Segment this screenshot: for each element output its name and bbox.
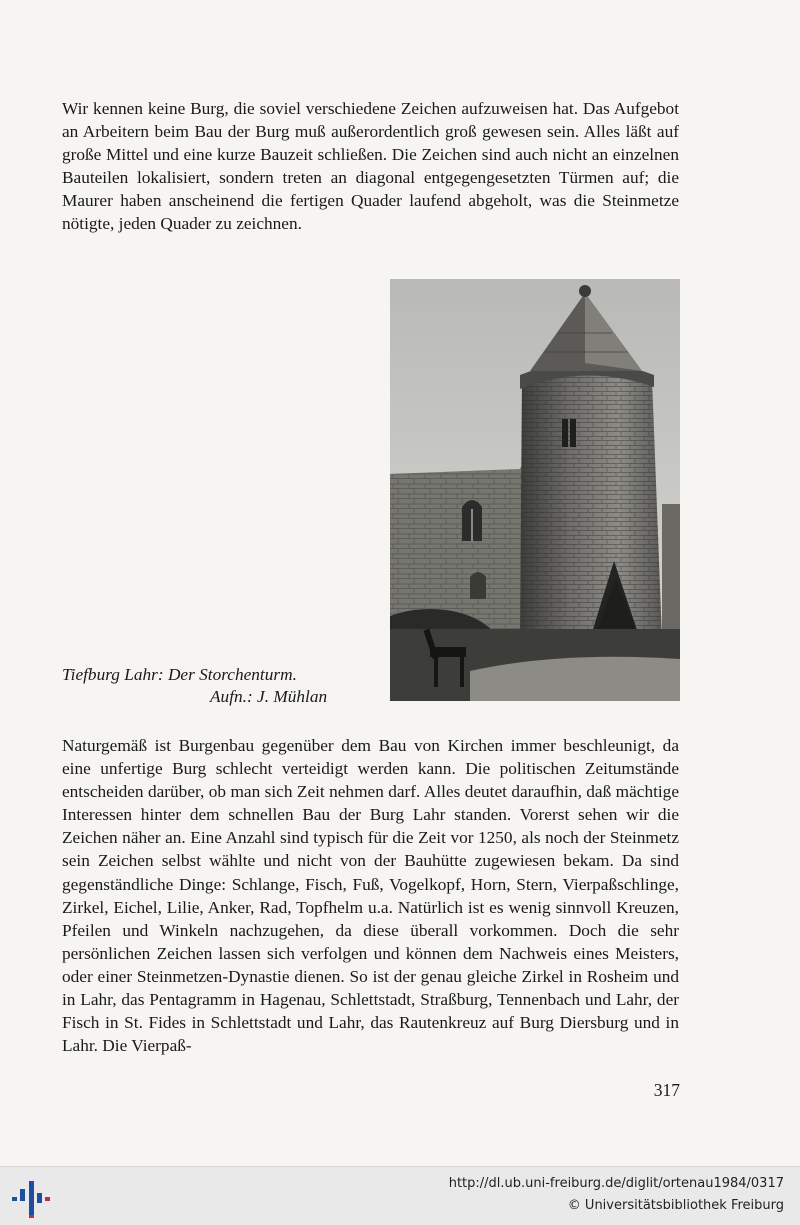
storchenturm-photo bbox=[390, 279, 680, 701]
photo-caption bbox=[62, 664, 362, 708]
viewer-footer bbox=[0, 1166, 800, 1225]
ub-freiburg-logo-icon[interactable] bbox=[10, 1175, 52, 1219]
copyright-notice: © Universitätsbibliothek Freiburg bbox=[567, 1198, 784, 1213]
document-url-link[interactable]: http://dl.ub.uni-freiburg.de/diglit/ortenau1984/0317 bbox=[448, 1176, 784, 1191]
caption-credit: Aufn.: J. Mühlan bbox=[210, 687, 328, 706]
body-paragraph-2: Naturgemäß ist Burgenbau gegenüber dem Bau von Kirchen immer beschleunigt, da eine unfertige Burg schlecht verteidigt werden kann. Die politischen Zeitumstände entscheiden darüber, ob man sich Zeit nehmen darf. Alles deutet daraufhin, daß mächtige Interessen hinter dem schnellen Bau der Burg Lahr standen. Vorerst sehen wir die Zeichen näher an. Eine Anzahl sind typisch für die Zeit vor 1250, als noch der Steinmetz sein Zeichen selbst wählte und nicht von der Bauhütte zugewiesen bekam. Da sind gegenständliche Dinge: Schlange, Fisch, Fuß, Vogelkopf, Horn, Stern, Vierpaßschlinge, Zirkel, Eichel, Lilie, Anker, Rad, Topfhelm u.a. Natürlich ist es wenig sinnvoll Kreuzen, Pfeilen und Winkeln nachzugehen, da diese überall vorkommen. Doch die sehr persönlichen Zeichen lassen sich verfolgen und können dem Nachweis eines Meisters, oder einer Steinmetzen-Dynastie dienen. So ist der genau gleiche Zirkel in Rosheim und in Lahr, das Pentagramm in Hagenau, Schlettstadt, Straßburg, Tennenbach und Lahr, der Fisch in St. Fides in Schlettstadt und Lahr, das Rautenkreuz auf Burg Diersburg und in Lahr. Die Vierpaß- bbox=[62, 736, 679, 1056]
body-paragraph-1: Wir kennen keine Burg, die soviel verschiedene Zeichen aufzuweisen hat. Das Aufgebot an Arbeitern beim Bau der Burg muß außerordentlich groß gewesen sein. Alles läßt auf große Mittel und eine kurze Bauzeit schließen. Die Zeichen sind auch nicht an einzelnen Bauteilen lokalisiert, sondern treten an diagonal entgegengesetzten Türmen auf; die Maurer haben anscheinend die fertigen Quader laufend abgeholt, was die Steinmetze nötigte, jeden Quader zu zeichnen. bbox=[62, 99, 679, 234]
caption-title: Tiefburg Lahr: Der Storchenturm. bbox=[62, 665, 297, 684]
page-number: 317 bbox=[653, 1080, 680, 1100]
